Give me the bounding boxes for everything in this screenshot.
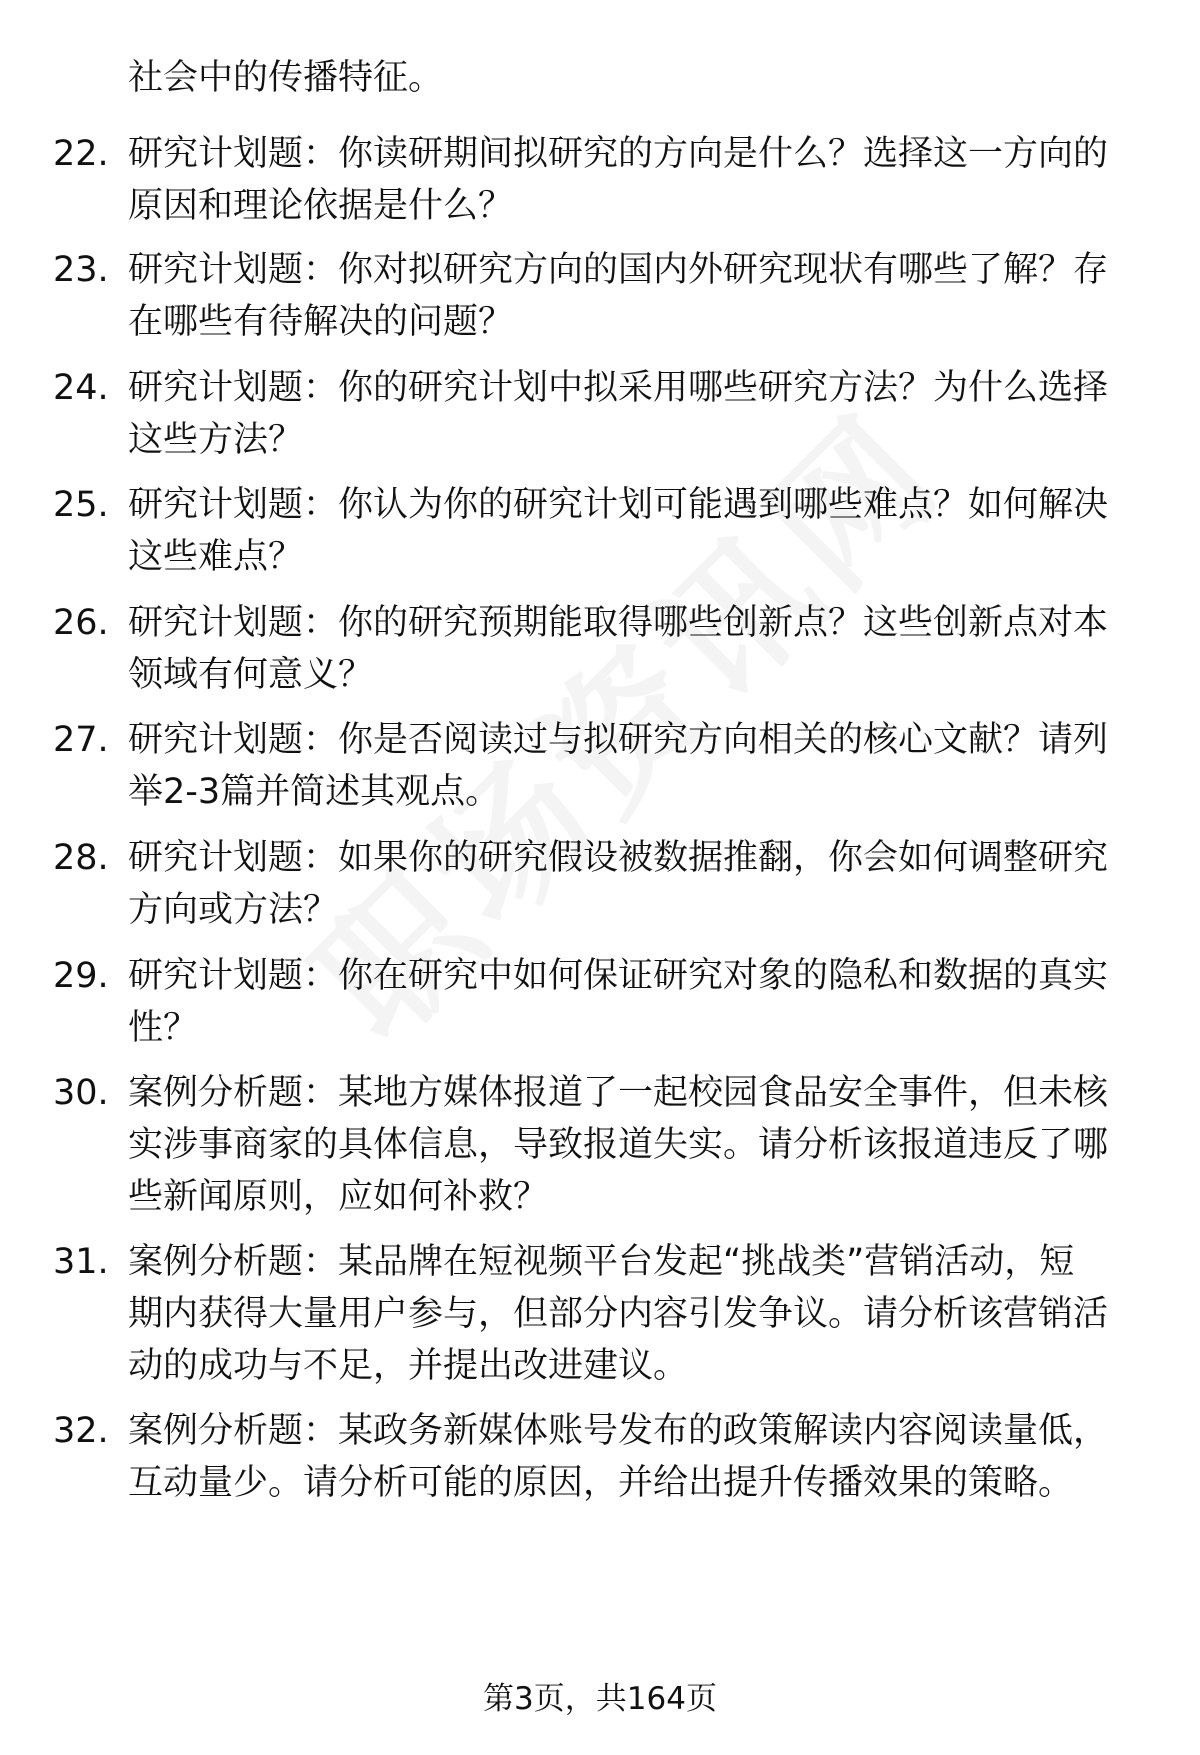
item-number: 23. [53, 250, 109, 290]
item-text: 案例分析题：某品牌在短视频平台发起“挑战类”营销活动，短 期内获得大量用户参与，但部分内容引发争议。请分析该营销活 动的成功与不足，并提出改进建议。 [128, 1242, 1109, 1386]
item-text: 研究计划题：你对拟研究方向的国内外研究现状有哪些了解？存 在哪些有待解决的问题？ [128, 250, 1109, 342]
page-number-footer: 第3页，共164页 [483, 1681, 717, 1717]
item-text: 研究计划题：你是否阅读过与拟研究方向相关的核心文献？请列 举2-3篇并简述其观点。 [128, 720, 1109, 812]
item-text: 研究计划题：你在研究中如何保证研究对象的隐私和数据的真实 性？ [128, 956, 1109, 1048]
intro-line: 社会中的传播特征。 [128, 58, 444, 98]
item-number: 29. [53, 956, 109, 996]
item-number: 30. [53, 1073, 109, 1113]
item-text: 研究计划题：你读研期间拟研究的方向是什么？选择这一方向的 原因和理论依据是什么？ [128, 134, 1109, 226]
item-number: 31. [53, 1242, 109, 1282]
item-number: 27. [53, 720, 109, 760]
item-text: 研究计划题：你的研究计划中拟采用哪些研究方法？为什么选择 这些方法？ [128, 368, 1109, 460]
item-text: 案例分析题：某政务新媒体账号发布的政策解读内容阅读量低， 互动量少。请分析可能的原因，并给出提升传播效果的策略。 [128, 1411, 1109, 1503]
item-number: 32. [53, 1411, 109, 1451]
item-number: 28. [53, 838, 109, 878]
item-number: 24. [53, 368, 109, 408]
item-text: 研究计划题：你认为你的研究计划可能遇到哪些难点？如何解决 这些难点？ [128, 485, 1109, 577]
item-text: 研究计划题：如果你的研究假设被数据推翻，你会如何调整研究 方向或方法？ [128, 838, 1109, 930]
item-number: 25. [53, 485, 109, 525]
item-text: 研究计划题：你的研究预期能取得哪些创新点？这些创新点对本 领域有何意义？ [128, 603, 1109, 695]
item-number: 22. [53, 134, 109, 174]
item-number: 26. [53, 603, 109, 643]
item-text: 案例分析题：某地方媒体报道了一起校园食品安全事件，但未核 实涉事商家的具体信息，导致报道失实。请分析该报道违反了哪 些新闻原则，应如何补救？ [128, 1073, 1109, 1217]
